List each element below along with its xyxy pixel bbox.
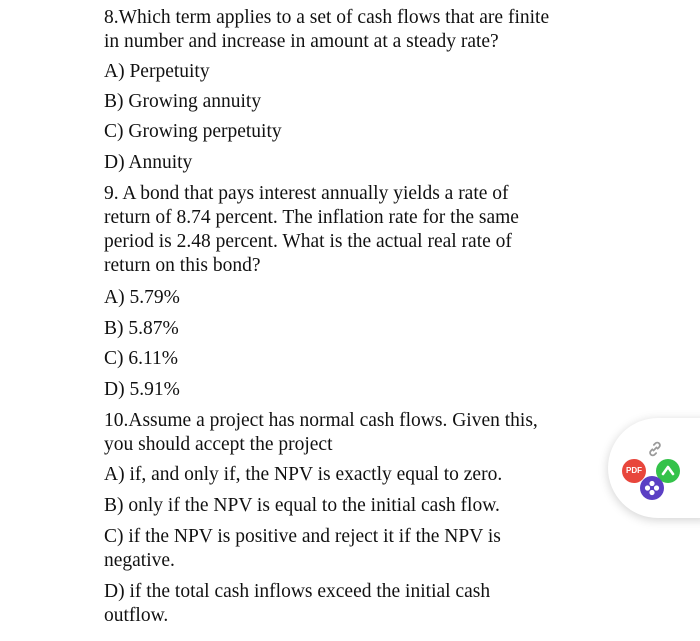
question-10-option-c-line-1: C) if the NPV is positive and reject it if the NPV is — [104, 526, 501, 547]
pdf-icon[interactable]: PDF — [622, 459, 646, 483]
question-9-option-a: A) 5.79% — [104, 287, 180, 308]
question-9-option-c: C) 6.11% — [104, 348, 179, 369]
question-9-stem-line-4: return on this bond? — [104, 255, 261, 276]
question-8 — [104, 6, 624, 54]
question-10-option-d-line-2: outflow. — [104, 605, 169, 626]
question-10-option-d-line-1: D) if the total cash inflows exceed the initial cash — [104, 581, 491, 602]
question-8-stem-line-1: 8.Which term applies to a set of cash flows that are finite — [104, 7, 550, 28]
question-9-option-d: D) 5.91% — [104, 379, 180, 400]
question-10-option-a: A) if, and only if, the NPV is exactly equal to zero. — [104, 464, 503, 485]
question-9-option-b: B) 5.87% — [104, 318, 179, 339]
question-10-stem-line-2: you should accept the project — [104, 434, 333, 455]
question-8-option-d: D) Annuity — [104, 152, 193, 173]
purple-flower-icon[interactable] — [640, 476, 664, 500]
question-9-stem-line-2: return of 8.74 percent. The inflation rate for the same — [104, 207, 519, 228]
question-10-option-c — [104, 525, 624, 573]
question-9 — [104, 182, 624, 278]
question-8-option-a: A) Perpetuity — [104, 61, 210, 82]
floating-action-widget[interactable] — [608, 418, 700, 518]
question-8-option-b: B) Growing annuity — [104, 91, 262, 112]
question-10-option-d — [104, 580, 624, 628]
question-8-option-c: C) Growing perpetuity — [104, 121, 282, 142]
question-10-option-c-line-2: negative. — [104, 550, 175, 571]
question-10-stem-line-1: 10.Assume a project has normal cash flows. Given this, — [104, 410, 538, 431]
question-10-option-b: B) only if the NPV is equal to the initial cash flow. — [104, 495, 500, 516]
question-9-stem-line-1: 9. A bond that pays interest annually yields a rate of — [104, 183, 509, 204]
link-icon[interactable] — [646, 440, 664, 458]
question-10 — [104, 409, 624, 457]
question-9-stem-line-3: period is 2.48 percent. What is the actual real rate of — [104, 231, 512, 252]
question-8-stem-line-2: in number and increase in amount at a steady rate? — [104, 31, 499, 52]
flower-glyph — [640, 476, 664, 500]
